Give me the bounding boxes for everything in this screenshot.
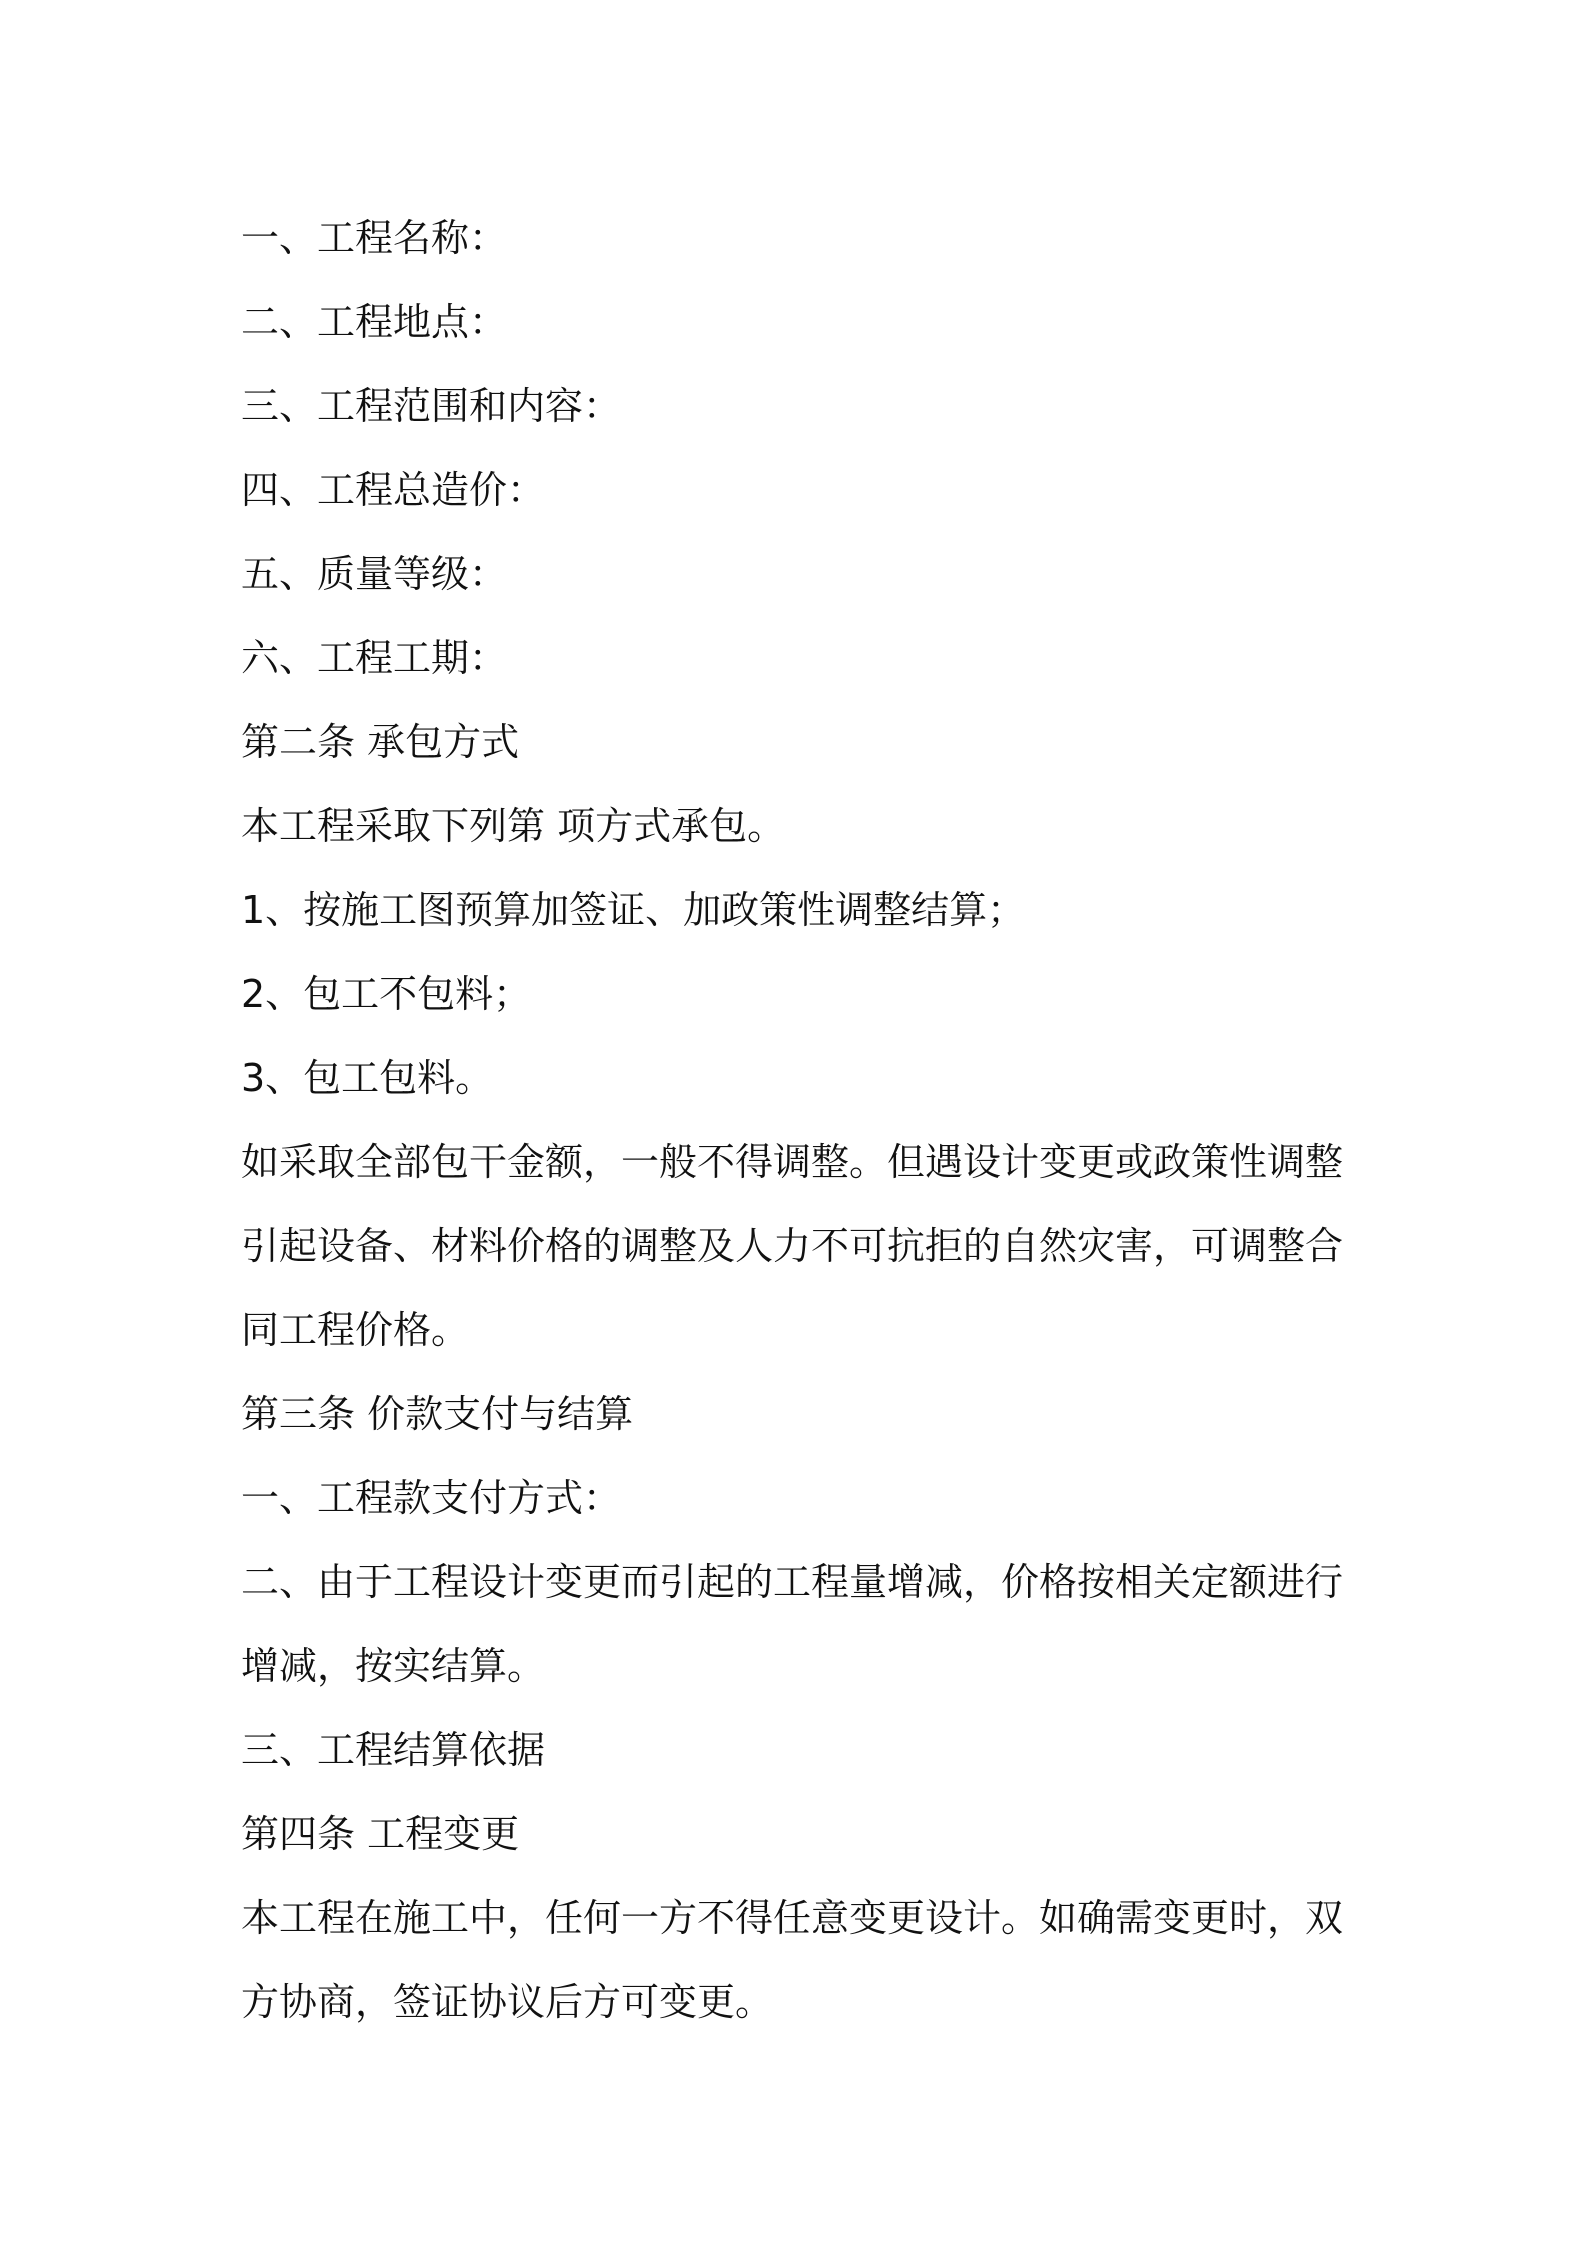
project-scope-line: 三、工程范围和内容： [241,384,622,428]
design-change-paragraph: 本工程在施工中，任何一方不得任意变更设计。如确需变更时，双方协商，签证协议后方可变更。 [241,1896,1344,2024]
document-body [241,196,1361,2044]
settlement-basis-line: 三、工程结算依据 [241,1728,546,1772]
contract-method-option-2: 2、包工不包料； [241,972,532,1016]
contract-method-intro: 本工程采取下列第 项方式承包。 [241,804,786,848]
article-4-heading: 第四条 工程变更 [241,1812,520,1856]
article-2-heading: 第二条 承包方式 [241,720,520,764]
project-total-cost-line: 四、工程总造价： [241,468,546,512]
quality-grade-line: 五、质量等级： [241,552,508,596]
design-change-quantity-paragraph: 二、由于工程设计变更而引起的工程量增减，价格按相关定额进行增减，按实结算。 [241,1560,1344,1688]
contract-method-option-3: 3、包工包料。 [241,1056,494,1100]
project-name-line: 一、工程名称： [241,216,508,260]
payment-method-line: 一、工程款支付方式： [241,1476,622,1520]
project-location-line: 二、工程地点： [241,300,508,344]
article-3-heading: 第三条 价款支付与结算 [241,1392,634,1436]
contract-method-option-1: 1、按施工图预算加签证、加政策性调整结算； [241,888,1026,932]
price-adjustment-paragraph: 如采取全部包干金额，一般不得调整。但遇设计变更或政策性调整引起设备、材料价格的调整及人力不可抗拒的自然灾害，可调整合同工程价格。 [241,1140,1344,1352]
project-duration-line: 六、工程工期： [241,636,508,680]
